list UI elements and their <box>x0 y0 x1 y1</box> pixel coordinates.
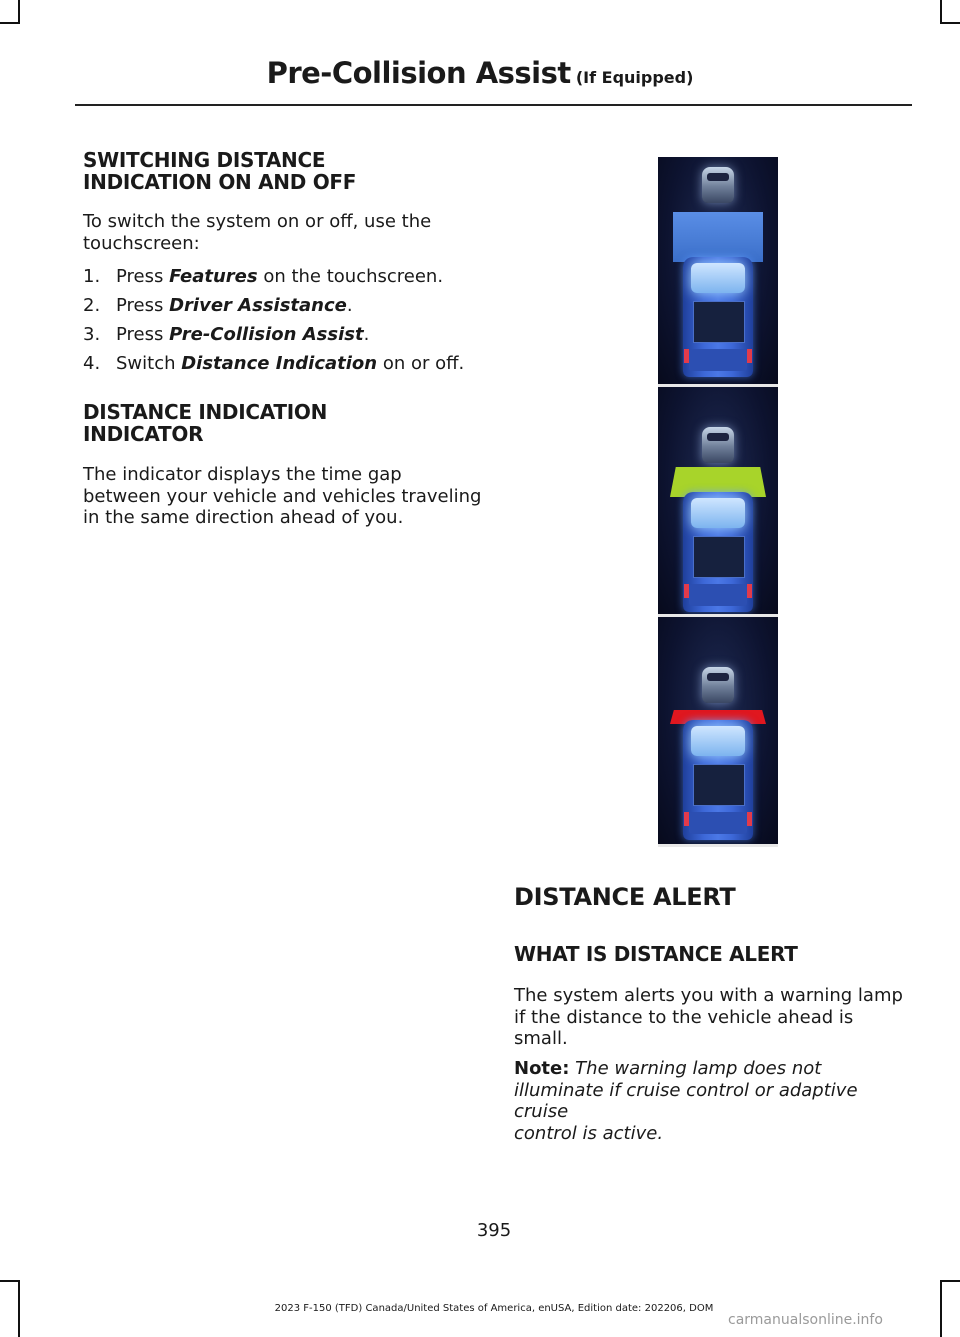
subheading-what-is: WHAT IS DISTANCE ALERT <box>514 942 798 966</box>
list-item <box>83 349 483 378</box>
note <box>514 1058 914 1144</box>
section-heading-switching <box>83 149 356 193</box>
text-line: The warning lamp does not <box>569 1058 822 1079</box>
edition-footer: 2023 F-150 (TFD) Canada/United States of America, enUSA, Edition date: 202206, DOM <box>274 1303 714 1314</box>
page-title-qualifier: (If Equipped) <box>575 68 694 87</box>
lead-vehicle <box>702 667 734 703</box>
menu-term: Distance Indication <box>181 353 378 374</box>
list-item <box>83 291 483 320</box>
heading-line: SWITCHING DISTANCE <box>83 148 326 172</box>
crop-mark <box>0 22 20 24</box>
own-vehicle <box>683 492 753 612</box>
step-number: 4. <box>83 353 101 374</box>
distance-indicator-figure <box>658 157 778 847</box>
page-title: Pre-Collision Assist <box>266 56 571 90</box>
text-line: if the distance to the vehicle ahead is <box>514 1006 854 1028</box>
heading-line: INDICATOR <box>83 422 204 446</box>
distance-zone <box>673 212 763 262</box>
step-text: on or off. <box>377 353 465 374</box>
text-line: touchscreen: <box>83 232 200 254</box>
watermark: carmanualsonline.info <box>728 1312 883 1328</box>
page-header <box>0 56 960 90</box>
text-line: illuminate if cruise control or adaptive cruise <box>514 1079 858 1122</box>
page-number: 395 <box>476 1220 512 1241</box>
own-vehicle <box>683 720 753 840</box>
heading-line: DISTANCE INDICATION <box>83 400 328 424</box>
step-number: 3. <box>83 324 101 345</box>
step-text: Press <box>116 324 170 345</box>
step-text: on the touchscreen. <box>257 266 444 287</box>
step-text: Switch <box>116 353 182 374</box>
step-text: . <box>346 295 353 316</box>
step-number: 1. <box>83 266 101 287</box>
step-text: Press <box>116 295 170 316</box>
section2-body <box>83 464 483 529</box>
section-heading-indicator <box>83 401 327 445</box>
figure-panel-near <box>658 617 778 847</box>
crop-mark <box>0 1280 20 1282</box>
note-label: Note: <box>514 1058 570 1079</box>
step-text: Press <box>116 266 170 287</box>
menu-term: Features <box>169 266 258 287</box>
crop-mark <box>940 1280 960 1282</box>
crop-mark <box>940 0 942 22</box>
step-number: 2. <box>83 295 101 316</box>
section-heading-distance-alert: DISTANCE ALERT <box>514 883 736 911</box>
text-line: To switch the system on or off, use the <box>83 211 432 232</box>
own-vehicle <box>683 257 753 377</box>
step-text: . <box>363 324 370 345</box>
lead-vehicle <box>702 427 734 463</box>
menu-term: Driver Assistance <box>169 295 347 316</box>
text-line: control is active. <box>514 1122 664 1144</box>
steps-list <box>83 262 483 378</box>
crop-mark <box>18 0 20 22</box>
figure-panel-far <box>658 157 778 387</box>
heading-line: INDICATION ON AND OFF <box>83 170 357 194</box>
figure-panel-medium <box>658 387 778 617</box>
header-rule <box>75 104 912 106</box>
text-line: in the same direction ahead of you. <box>83 507 404 528</box>
text-line: between your vehicle and vehicles traveling <box>83 485 482 507</box>
text-line: The system alerts you with a warning lamp <box>514 985 903 1006</box>
menu-term: Pre-Collision Assist <box>169 324 364 345</box>
list-item <box>83 262 483 291</box>
list-item <box>83 320 483 349</box>
crop-mark <box>940 22 960 24</box>
section1-intro <box>83 211 431 254</box>
text-line: The indicator displays the time gap <box>83 464 402 485</box>
lead-vehicle <box>702 167 734 203</box>
text-line: small. <box>514 1028 568 1049</box>
section3-body <box>514 985 914 1050</box>
